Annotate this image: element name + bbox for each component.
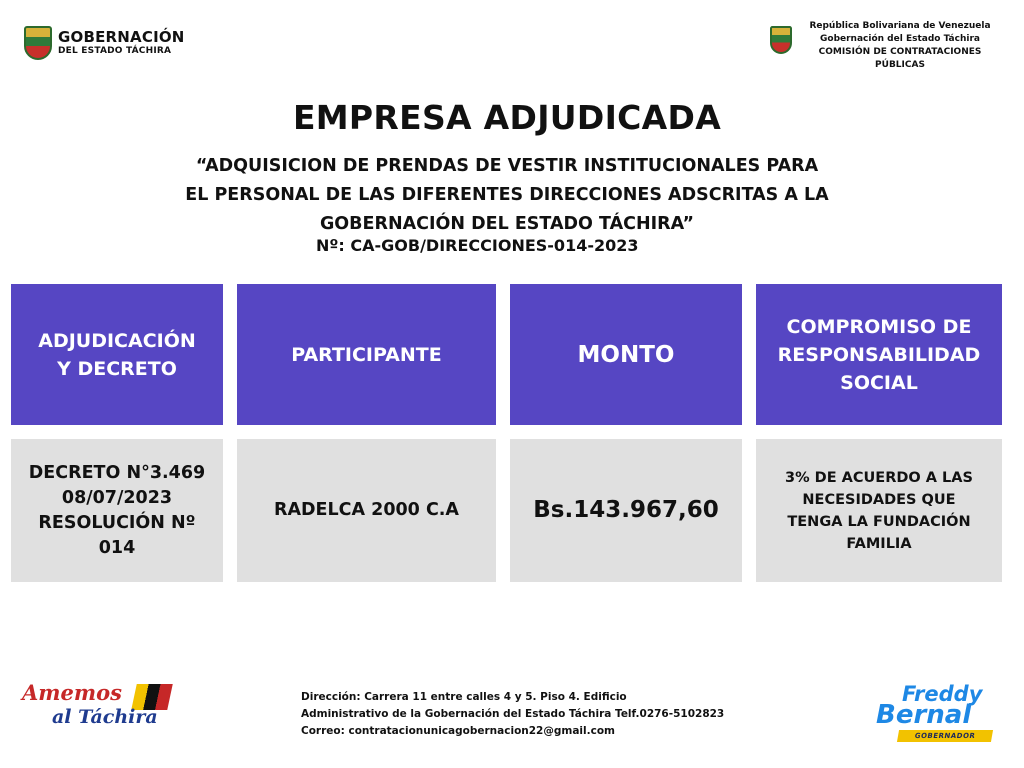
commission-header — [770, 20, 1020, 72]
cell-text: Bs.143.967,60 — [533, 497, 719, 523]
header-text: ADJUDICACIÓN — [38, 329, 196, 352]
logo-subtitle: DEL ESTADO TÁCHIRA — [58, 46, 172, 56]
header-text: COMPROMISO DE — [786, 315, 972, 338]
header-cell-monto — [510, 284, 742, 425]
cell-decreto — [11, 439, 223, 582]
cell-text: 014 — [98, 537, 136, 558]
header-text: Y DECRETO — [57, 357, 177, 380]
coat-of-arms-icon — [24, 26, 52, 60]
header-text: RESPONSABILIDAD — [777, 343, 981, 366]
governor-last-name: Bernal — [876, 700, 972, 730]
cell-text: RESOLUCIÓN Nº — [38, 512, 196, 533]
republic-line: República Bolivariana de Venezuela — [809, 21, 991, 31]
header-text: PARTICIPANTE — [291, 343, 442, 366]
cell-text: FAMILIA — [846, 535, 912, 552]
address-line: Administrativo de la Gobernación del Estado Táchira Telf.0276-5102823 — [301, 708, 725, 720]
procurement-number: Nº: CA-GOB/DIRECCIONES-014-2023 — [316, 236, 639, 255]
logo-title: GOBERNACIÓN — [58, 28, 185, 46]
cell-participante — [237, 439, 496, 582]
address-line: Dirección: Carrera 11 entre calles 4 y 5. Piso 4. Edificio — [301, 691, 627, 703]
cell-monto — [510, 439, 742, 582]
slogan-line-2: al Táchira — [52, 706, 158, 728]
amemos-tachira-logo — [22, 680, 172, 734]
slogan-line-1: Amemos — [22, 680, 122, 705]
commission-line-2: PÚBLICAS — [875, 60, 925, 70]
cell-compromiso — [756, 439, 1002, 582]
cell-text: 08/07/2023 — [61, 487, 173, 508]
header-cell-compromiso — [756, 284, 1002, 425]
header-cell-participante — [237, 284, 496, 425]
cell-text: TENGA LA FUNDACIÓN — [787, 513, 971, 530]
cell-text: RADELCA 2000 C.A — [274, 500, 459, 520]
governor-title: GOBERNADOR — [897, 730, 993, 742]
header-cell-adjudicacion — [11, 284, 223, 425]
header-text: MONTO — [577, 341, 675, 368]
header-text: SOCIAL — [840, 371, 918, 394]
government-line: Gobernación del Estado Táchira — [820, 34, 980, 44]
gobernacion-logo — [24, 26, 185, 60]
cell-text: DECRETO N°3.469 — [28, 462, 206, 483]
procurement-subtitle — [150, 152, 864, 239]
cell-text: 3% DE ACUERDO A LAS — [785, 469, 973, 486]
commission-line: COMISIÓN DE CONTRATACIONES — [818, 47, 982, 57]
subtitle-line: “ADQUISICION DE PRENDAS DE VESTIR INSTITUCIONALES PARA — [195, 156, 819, 176]
subtitle-line: EL PERSONAL DE LAS DIFERENTES DIRECCIONES ADSCRITAS A LA — [185, 185, 829, 205]
subtitle-line: GOBERNACIÓN DEL ESTADO TÁCHIRA” — [319, 214, 695, 234]
page-title: EMPRESA ADJUDICADA — [292, 98, 722, 137]
cell-text: NECESIDADES QUE — [802, 491, 956, 508]
email-line: Correo: contratacionunicagobernacion22@gmail.com — [301, 725, 615, 737]
contact-address — [301, 689, 724, 740]
governor-logo — [872, 682, 997, 742]
governor-first-name: Freddy — [902, 682, 983, 706]
coat-of-arms-icon — [770, 26, 792, 54]
